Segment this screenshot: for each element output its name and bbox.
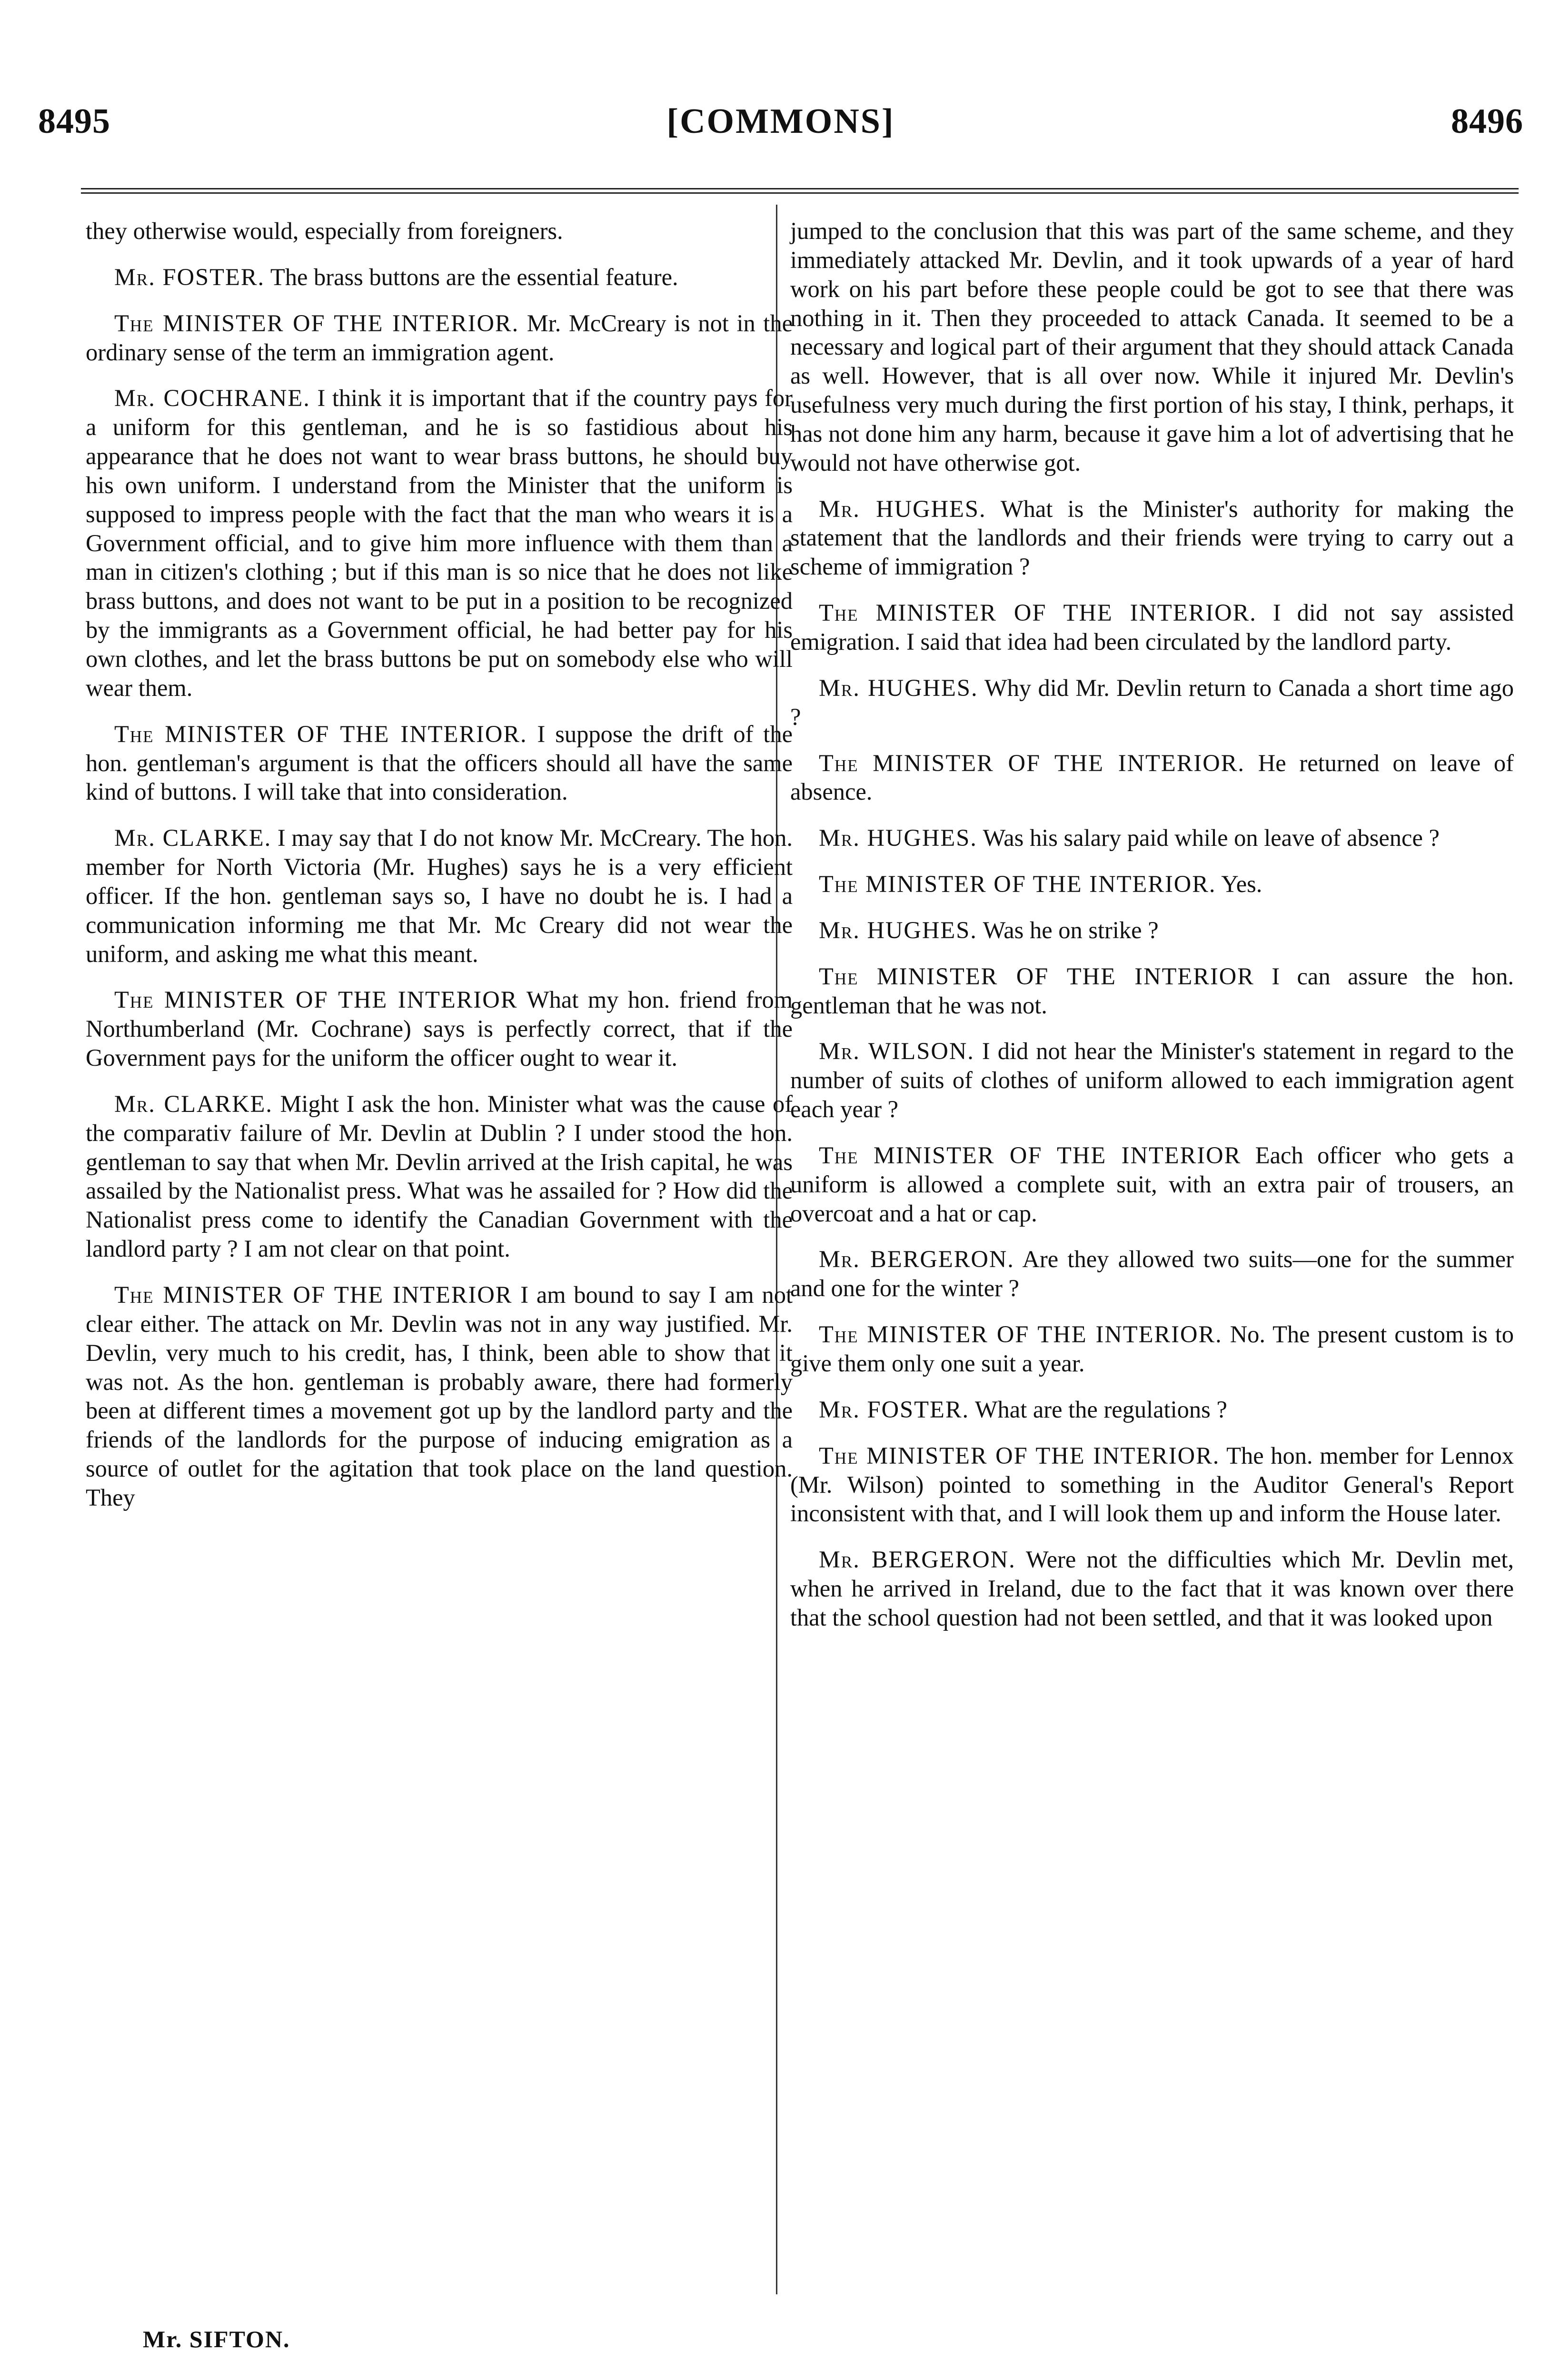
speaker-name: Mr. CLARKE. bbox=[114, 824, 272, 852]
speaker-name: The MINISTER OF THE INTERIOR. bbox=[819, 871, 1216, 898]
page-number-left: 8495 bbox=[38, 102, 110, 141]
speaker-name: Mr. CLARKE. bbox=[114, 1090, 273, 1117]
paragraph: they otherwise would, especially from foreigners. bbox=[86, 218, 563, 244]
speaker-name: Mr. HUGHES. bbox=[819, 824, 977, 852]
speaker-name: The MINISTER OF THE INTERIOR. bbox=[819, 1442, 1220, 1469]
paragraph: Mr. HUGHES. What is the Minister's authority for making the statement that the landlords and their friends were trying to carry out a scheme of immigration ? bbox=[790, 495, 1514, 580]
speaker-name: Mr. FOSTER. bbox=[819, 1396, 970, 1423]
speaker-name: The MINISTER OF THE INTERIOR. bbox=[114, 309, 519, 337]
paragraph: The MINISTER OF THE INTERIOR Each officer who gets a uniform is allowed a complete suit, with an extra pair of trousers, an overcoat and a hat or cap. bbox=[790, 1141, 1514, 1227]
speaker-name: Mr. BERGERON. bbox=[819, 1246, 1014, 1273]
page-number-right: 8496 bbox=[1451, 102, 1523, 141]
paragraph: Mr. HUGHES. Why did Mr. Devlin return to Canada a short time ago ? bbox=[790, 674, 1514, 730]
paragraph: Mr. FOSTER. What are the regulations ? bbox=[819, 1396, 1227, 1423]
speaker-name: Mr. WILSON. bbox=[819, 1038, 974, 1065]
paragraph: The MINISTER OF THE INTERIOR. The hon. member for Lennox (Mr. Wilson) pointed to something in the Auditor General's Report inconsistent with that, and I will look them up and inform the House later. bbox=[790, 1442, 1514, 1527]
left-column bbox=[86, 217, 793, 1529]
speaker-name: Mr. BERGERON. bbox=[819, 1546, 1016, 1573]
paragraph: Mr. FOSTER. The brass buttons are the essential feature. bbox=[114, 263, 678, 290]
speaker-name: The MINISTER OF THE INTERIOR. bbox=[819, 1321, 1222, 1348]
paragraph: The MINISTER OF THE INTERIOR. Yes. bbox=[819, 871, 1262, 898]
paragraph: Mr. BERGERON. Are they allowed two suits—one for the summer and one for the winter ? bbox=[790, 1246, 1514, 1302]
paragraph: Mr. HUGHES. Was his salary paid while on leave of absence ? bbox=[819, 824, 1440, 852]
speaker-name: Mr. FOSTER. bbox=[114, 263, 265, 290]
header-double-rule bbox=[81, 188, 1519, 195]
paragraph: The MINISTER OF THE INTERIOR. Mr. McCreary is not in the ordinary sense of the term an immigration agent. bbox=[86, 309, 793, 366]
paragraph: The MINISTER OF THE INTERIOR What my hon. friend from Northumberland (Mr. Cochrane) says is perfectly correct, that if the Government pays for the uniform the officer ought to wear it. bbox=[86, 986, 793, 1071]
speaker-name: Mr. COCHRANE. bbox=[114, 385, 310, 412]
paragraph: The MINISTER OF THE INTERIOR. I did not say assisted emigration. I said that idea had been circulated by the landlord party. bbox=[790, 599, 1514, 655]
paragraph: Mr. HUGHES. Was he on strike ? bbox=[819, 916, 1159, 943]
paragraph: Mr. BERGERON. Were not the difficulties which Mr. Devlin met, when he arrived in Ireland, due to the fact that it was known over there that the school question had not been settled, and that it was looked upon bbox=[790, 1546, 1514, 1631]
speaker-name: The MINISTER OF THE INTERIOR bbox=[114, 986, 518, 1013]
paragraph: The MINISTER OF THE INTERIOR I am bound to say I am not clear either. The attack on Mr. Devlin was not in any way justified. Mr. Devlin, very much to his credit, has, I think, been able to show that it was not. As the hon. gentleman is probably aware, there had formerly been at different times a movement got up by the landlord party and the friends of the landlords for the purpose of inducing emigration as a source of outlet for the agitation that took place on the land question. They bbox=[86, 1281, 793, 1511]
speaker-name: The MINISTER OF THE INTERIOR. bbox=[819, 599, 1257, 626]
paragraph: Mr. WILSON. I did not hear the Minister's statement in regard to the number of suits of clothes of uniform allowed to each immigration agent each year ? bbox=[790, 1038, 1514, 1123]
paragraph: The MINISTER OF THE INTERIOR. He returned on leave of absence. bbox=[790, 749, 1514, 805]
right-column bbox=[790, 217, 1514, 1649]
paragraph: Mr. CLARKE. I may say that I do not know Mr. McCreary. The hon. member for North Victoria (Mr. Hughes) says he is a very efficient officer. If the hon. gentleman says so, I have no doubt he is. I had a communication informing me that Mr. Mc Creary did not wear the uniform, and asking me what this meant. bbox=[86, 824, 793, 967]
page-title: [COMMONS] bbox=[666, 102, 895, 141]
paragraph: Mr. CLARKE. Might I ask the hon. Minister what was the cause of the comparativ failure of Mr. Devlin at Dublin ? I under stood the hon. gentleman to say that when Mr. Devlin arrived at the Irish capital, he was assailed by the Nationalist press. What was he assailed for ? How did the Nationalist press come to identify the Canadian Government with the landlord party ? I am not clear on that point. bbox=[86, 1090, 793, 1262]
paragraph: Mr. COCHRANE. I think it is important that if the country pays for a uniform for this gentleman, and he is so fastidious about his appearance that he does not want to wear brass buttons, he should buy his own uniform. I understand from the Minister that the uniform is supposed to impress people with the fact that the man who wears it is a Government official, and to give him more influence with them than a man in citizen's clothing ; but if this man is so nice that he does not like brass buttons, and does not want to be put in a position to be recognized by the immigrants as a Government official, he had better pay for his own clothes, and let the brass buttons be put on somebody else who will wear them. bbox=[86, 385, 793, 701]
paragraph: The MINISTER OF THE INTERIOR I can assure the hon. gentleman that he was not. bbox=[790, 962, 1514, 1019]
speaker-name: The MINISTER OF THE INTERIOR bbox=[819, 1141, 1242, 1169]
footer-speaker-name: Mr. SIFTON. bbox=[143, 2326, 290, 2352]
speaker-name: The MINISTER OF THE INTERIOR bbox=[114, 1281, 513, 1308]
paragraph: The MINISTER OF THE INTERIOR. No. The present custom is to give them only one suit a year. bbox=[790, 1321, 1514, 1377]
paragraph: The MINISTER OF THE INTERIOR. I suppose the drift of the hon. gentleman's argument is that the officers should all have the same kind of buttons. I will take that into consideration. bbox=[86, 720, 793, 805]
speaker-name: The MINISTER OF THE INTERIOR. bbox=[114, 720, 527, 747]
page-header bbox=[38, 98, 1523, 145]
speaker-name: Mr. HUGHES. bbox=[819, 916, 977, 943]
speaker-name: The MINISTER OF THE INTERIOR. bbox=[819, 749, 1245, 776]
paragraph: jumped to the conclusion that this was part of the same scheme, and they immediately attacked Mr. Devlin, and it took upwards of a year of hard work on his part before these people could be got to see that there was nothing in it. Then they proceeded to attack Canada. It seemed to be a necessary and logical part of their argument that they should attack Canada as well. However, that is all over now. While it injured Mr. Devlin's usefulness very much during the first portion of his stay, I think, perhaps, it has not done him any harm, because it gave him a lot of advertising that he would not have otherwise got. bbox=[790, 218, 1514, 476]
speaker-name: Mr. HUGHES. bbox=[819, 495, 986, 522]
speaker-name: The MINISTER OF THE INTERIOR bbox=[819, 962, 1254, 990]
speaker-name: Mr. HUGHES. bbox=[819, 674, 978, 701]
